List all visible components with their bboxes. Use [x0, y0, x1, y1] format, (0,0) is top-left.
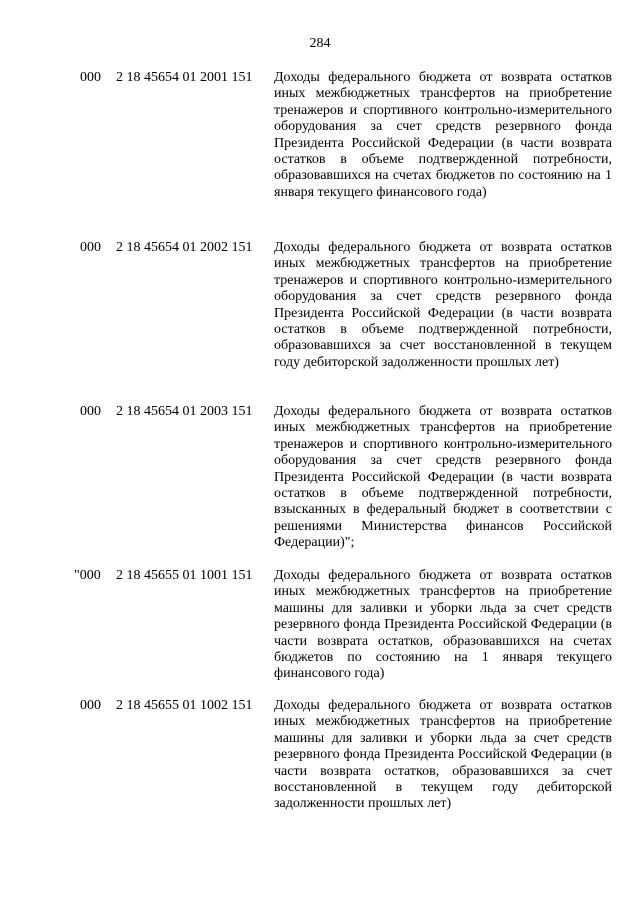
income-description: Доходы федерального бюджета от возврата остатков иных межбюджетных трансфертов на приобретение машины для заливки и уборки льда за счет средств резервного фонда Президента Российской Федерации (в части возврата остатков, образовавшихся за счет восстановленной в текущем году дебиторской задолженности прошлых лет) [274, 698, 612, 812]
admin-code: 000 [80, 240, 101, 255]
table-row [0, 568, 640, 698]
table-row [0, 404, 640, 568]
admin-code: 000 [80, 698, 101, 713]
admin-code: 000 [80, 70, 101, 85]
budget-classification-code: 2 18 45654 01 2002 151 [116, 240, 253, 255]
budget-classification-code: 2 18 45654 01 2001 151 [116, 70, 253, 85]
budget-codes-table [0, 70, 640, 848]
page-number: 284 [309, 36, 331, 51]
budget-classification-code: 2 18 45654 01 2003 151 [116, 404, 253, 419]
table-row [0, 698, 640, 848]
income-description: Доходы федерального бюджета от возврата остатков иных межбюджетных трансфертов на приобретение тренажеров и спортивного контрольно-измерительного оборудования за счет средств резервного фонда Президента Российской Федерации (в части возврата остатков в объеме подтвержденной потребности, образовавшихся на счетах бюджетов по состоянию на 1 января текущего финансового года) [274, 70, 612, 200]
income-description: Доходы федерального бюджета от возврата остатков иных межбюджетных трансфертов на приобретение тренажеров и спортивного контрольно-измерительного оборудования за счет средств резервного фонда Президента Российской Федерации (в части возврата остатков в объеме подтвержденной потребности, взысканных в федеральный бюджет в соответствии с решениями Министерства финансов Российской Федерации)"; [274, 404, 612, 551]
income-description: Доходы федерального бюджета от возврата остатков иных межбюджетных трансфертов на приобретение тренажеров и спортивного контрольно-измерительного оборудования за счет средств резервного фонда Президента Российской Федерации (в части возврата остатков в объеме подтвержденной потребности, образовавшихся за счет восстановленной в текущем году дебиторской задолженности прошлых лет) [274, 240, 612, 370]
income-description: Доходы федерального бюджета от возврата остатков иных межбюджетных трансфертов на приобретение машины для заливки и уборки льда за счет средств резервного фонда Президента Российской Федерации (в части возврата остатков, образовавшихся на счетах бюджетов по состоянию на 1 января текущего финансового года) [274, 568, 612, 682]
admin-code: 000 [80, 404, 101, 419]
budget-classification-code: 2 18 45655 01 1002 151 [116, 698, 253, 713]
budget-classification-code: 2 18 45655 01 1001 151 [116, 568, 253, 583]
table-row [0, 240, 640, 404]
table-row [0, 70, 640, 240]
admin-code: "000 [74, 568, 101, 583]
